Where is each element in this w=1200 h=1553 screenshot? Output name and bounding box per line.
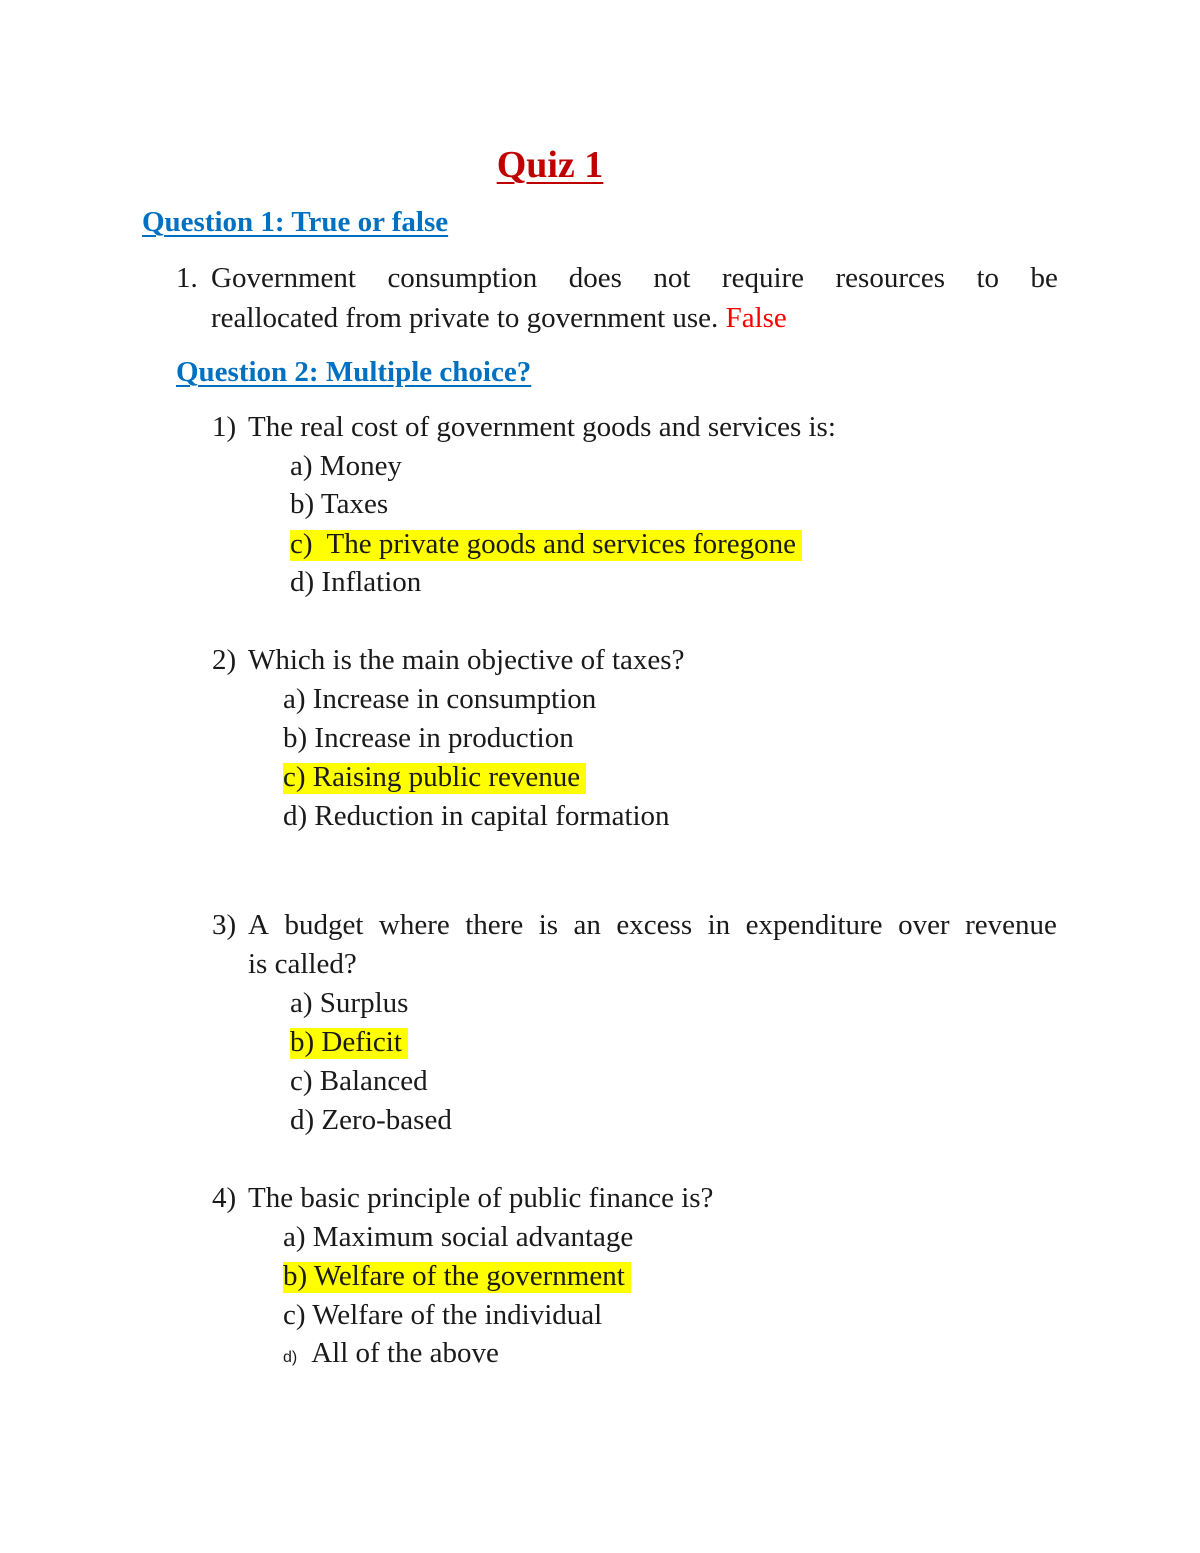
question-2-heading: Question 2: Multiple choice?	[176, 356, 532, 388]
mcq-3-option-a: a) Surplus	[290, 987, 409, 1019]
word: expenditure	[745, 909, 883, 941]
word: excess	[616, 909, 693, 941]
word: in	[707, 909, 731, 941]
mcq-2-option-d: d) Reduction in capital formation	[283, 800, 670, 832]
word: revenue	[965, 909, 1057, 941]
word: budget	[284, 909, 364, 941]
mcq-2-stem	[212, 646, 684, 675]
mcq-text: The basic principle of public finance is?	[248, 1182, 714, 1214]
word: there	[465, 909, 524, 941]
word: is	[538, 909, 559, 941]
mcq-2-option-a: a) Increase in consumption	[283, 683, 597, 715]
mcq-3-option-d: d) Zero-based	[290, 1104, 452, 1136]
word: consumption	[387, 262, 538, 294]
tf-statement-text: reallocated from private to government use.	[211, 302, 719, 334]
mcq-number: 4)	[212, 1182, 237, 1214]
mcq-3-option-c: c) Balanced	[290, 1065, 428, 1097]
mcq-4-option-b-correct: b) Welfare of the government	[283, 1262, 631, 1293]
tf-statement-line2	[211, 304, 787, 333]
word: not	[653, 262, 691, 294]
word: require	[721, 262, 805, 294]
word: to	[976, 262, 1000, 294]
question-1-heading: Question 1: True or false	[142, 206, 449, 238]
tf-answer: False	[725, 302, 787, 334]
word: where	[378, 909, 450, 941]
mcq-3-stem-line1	[212, 911, 1057, 940]
mcq-4-stem	[212, 1184, 713, 1213]
mcq-4-option-c: c) Welfare of the individual	[283, 1299, 603, 1331]
mcq-1-stem	[212, 413, 836, 442]
tf-item-number: 1.	[176, 262, 198, 294]
mcq-number: 3)	[212, 909, 237, 941]
mcq-4-option-a: a) Maximum social advantage	[283, 1221, 634, 1253]
mcq-1-option-c-correct: c) The private goods and services foregone	[290, 530, 802, 561]
word: an	[573, 909, 601, 941]
mcq-3-option-b-correct: b) Deficit	[290, 1028, 408, 1059]
option-label-small: d)	[283, 1349, 298, 1366]
mcq-4-option-d	[283, 1339, 499, 1368]
mcq-2-option-b: b) Increase in production	[283, 722, 574, 754]
mcq-1-option-d: d) Inflation	[290, 566, 422, 598]
word: A	[248, 909, 269, 941]
option-text: All of the above	[311, 1337, 499, 1369]
word: over	[898, 909, 950, 941]
mcq-3-stem-line2: is called?	[248, 948, 357, 980]
tf-statement-line1	[211, 264, 1058, 293]
quiz-title: Quiz 1	[496, 144, 604, 186]
mcq-1-option-b: b) Taxes	[290, 488, 389, 520]
mcq-number: 1)	[212, 411, 237, 443]
mcq-1-option-a: a) Money	[290, 450, 402, 482]
word: does	[568, 262, 622, 294]
word: be	[1030, 262, 1058, 294]
mcq-number: 2)	[212, 644, 237, 676]
mcq-2-option-c-correct: c) Raising public revenue	[283, 763, 586, 794]
word: resources	[835, 262, 946, 294]
word: Government	[211, 262, 356, 294]
mcq-text: Which is the main objective of taxes?	[248, 644, 685, 676]
mcq-text: The real cost of government goods and services is:	[248, 411, 836, 443]
